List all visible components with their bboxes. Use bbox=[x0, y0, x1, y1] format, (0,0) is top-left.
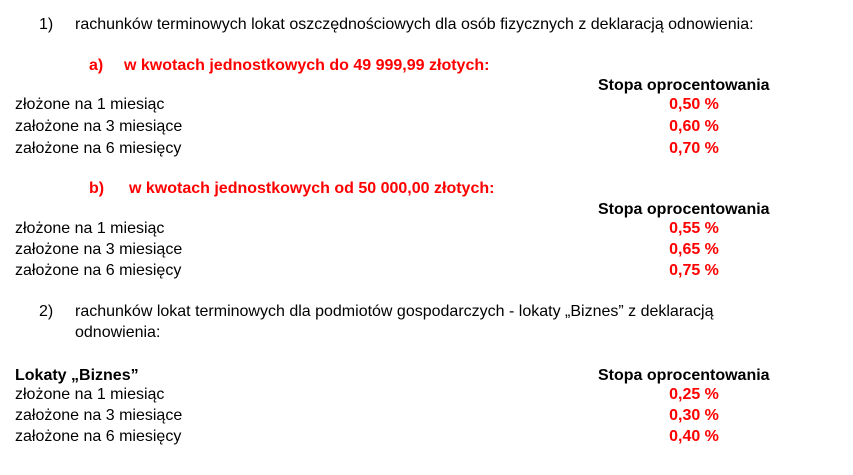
section1a-row-rate: 0,60 % bbox=[669, 118, 719, 135]
section2-heading-line2: odnowienia: bbox=[75, 324, 161, 341]
section1a-row-rate: 0,70 % bbox=[669, 140, 719, 157]
section1b-row-rate: 0,75 % bbox=[669, 262, 719, 279]
section1a-rate-header: Stopa oprocentowania bbox=[598, 77, 770, 94]
section2-rate-header: Stopa oprocentowania bbox=[598, 367, 770, 384]
section2-table-title: Lokaty „Biznes” bbox=[15, 367, 139, 384]
section2-row-label: założone na 3 miesiące bbox=[15, 407, 183, 424]
section2-row-rate: 0,25 % bbox=[669, 386, 719, 403]
section1b-row-label: złożone na 1 miesiąc bbox=[15, 220, 165, 237]
section2-row-rate: 0,30 % bbox=[669, 407, 719, 424]
section1a-row-label: złożone na 1 miesiąc bbox=[15, 96, 165, 113]
section1b-row-label: założone na 6 miesięcy bbox=[15, 262, 182, 279]
section1b-row-rate: 0,65 % bbox=[669, 241, 719, 258]
section1a-letter: a) bbox=[89, 57, 104, 74]
section1a-title: w kwotach jednostkowych do 49 999,99 złotych: bbox=[124, 57, 490, 74]
section1b-row-rate: 0,55 % bbox=[669, 220, 719, 237]
section1b-row-label: założone na 3 miesiące bbox=[15, 241, 183, 258]
section2-row-label: złożone na 1 miesiąc bbox=[15, 386, 165, 403]
section1b-rate-header: Stopa oprocentowania bbox=[598, 201, 770, 218]
section1b-title: w kwotach jednostkowych od 50 000,00 złotych: bbox=[129, 180, 495, 197]
section1-heading: rachunków terminowych lokat oszczędnościowych dla osób fizycznych z deklaracją odnowienia: bbox=[75, 16, 754, 33]
section1a-row-rate: 0,50 % bbox=[669, 96, 719, 113]
section2-row-label: założone na 6 miesięcy bbox=[15, 428, 182, 445]
section1a-row-label: założone na 3 miesiące bbox=[15, 118, 183, 135]
section2-heading-line1: rachunków lokat terminowych dla podmiotów gospodarczych - lokaty „Biznes” z deklaracją bbox=[75, 303, 714, 320]
section1b-letter: b) bbox=[89, 180, 105, 197]
section1-number: 1) bbox=[39, 16, 54, 33]
section1a-row-label: założone na 6 miesięcy bbox=[15, 140, 182, 157]
section2-number: 2) bbox=[39, 303, 54, 320]
section2-row-rate: 0,40 % bbox=[669, 428, 719, 445]
